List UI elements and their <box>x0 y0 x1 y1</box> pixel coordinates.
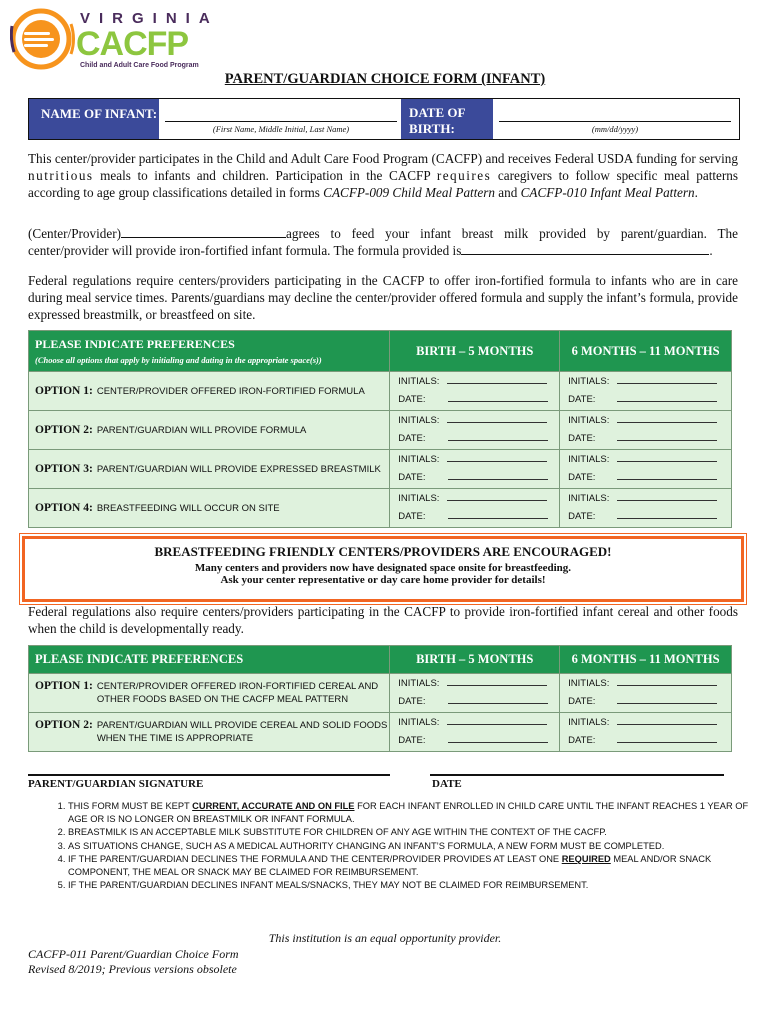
breastfeeding-heading: BREASTFEEDING FRIENDLY CENTERS/PROVIDERS ARE ENCOURAGED! <box>154 544 612 559</box>
provider-paragraph: (Center/Provider) agrees to feed your infant breast milk provided by parent/guardian. The center/provider will provide iron-fortified infant formula. The formula provided is . <box>28 226 738 258</box>
equal-opportunity-statement: This institution is an equal opportunity provider. <box>268 931 502 945</box>
table1-option-label: OPTION 2: PARENT/GUARDIAN WILL PROVIDE FORMULA <box>29 411 390 450</box>
dob-label-cell <box>401 99 493 139</box>
date-input[interactable] <box>448 392 548 402</box>
table1-6-11mo-cell: INITIALS: DATE: <box>560 450 732 489</box>
date-input[interactable] <box>448 509 548 519</box>
table1-col-birth: BIRTH – 5 MONTHS <box>390 331 560 372</box>
logo-subtitle: Child and Adult Care Food Program <box>80 62 199 69</box>
table1-6-11mo-cell: INITIALS: DATE: <box>560 489 732 528</box>
initials-input[interactable] <box>617 452 717 462</box>
intro-paragraph: This center/provider participates in the Child and Adult Care Food Program (CACFP) and receives Federal USDA funding for serving nutritious meals to infants and children. Participation in the CACFP requires caregivers to follow specific meal patterns according to age group classifications detailed in forms CACFP-009 Child Meal Pattern and CACFP-010 Infant Meal Pattern. <box>28 151 738 200</box>
table2-col-birth: BIRTH – 5 MONTHS <box>390 646 560 674</box>
initials-input[interactable] <box>447 491 547 501</box>
date-input[interactable] <box>617 509 717 519</box>
signature-date-label: DATE <box>432 778 462 790</box>
table1-birth-5mo-cell: INITIALS: DATE: <box>390 411 560 450</box>
page-title: PARENT/GUARDIAN CHOICE FORM (INFANT) <box>224 71 546 87</box>
table2-6-11mo-cell: INITIALS: DATE: <box>560 713 732 752</box>
table1-option-row <box>29 489 732 528</box>
table1-option-row <box>29 411 732 450</box>
form-id: CACFP-011 Parent/Guardian Choice Form <box>28 947 239 961</box>
name-label: NAME OF INFANT: <box>41 106 158 121</box>
date-input[interactable] <box>617 392 717 402</box>
formula-name-line[interactable] <box>461 243 709 255</box>
date-input[interactable] <box>617 470 717 480</box>
table2-option-row <box>29 713 732 752</box>
name-hint: (First Name, Middle Initial, Last Name) <box>212 124 350 134</box>
table1-col-6mo: 6 MONTHS – 11 MONTHS <box>560 331 732 372</box>
table1-option-row <box>29 450 732 489</box>
table1-birth-5mo-cell: INITIALS: DATE: <box>390 372 560 411</box>
note-item: 2. BREASTMILK IS AN ACCEPTABLE MILK SUBSTITUTE FOR CHILDREN OF ANY AGE WITHIN THE CONTEXT OF THE CACFP. <box>68 826 768 839</box>
dob-hint: (mm/dd/yyyy) <box>591 124 639 134</box>
regulations-paragraph: Federal regulations require centers/providers participating in the CACFP to offer iron-fortified formula to infants who are in care during meal service times. Parents/guardians may decline the center/provider offered formula and supply the infant’s formula, provide expressed breastmilk, or breastfeed on site. <box>28 273 738 322</box>
table2-6-11mo-cell: INITIALS: DATE: <box>560 674 732 713</box>
table1-6-11mo-cell: INITIALS: DATE: <box>560 372 732 411</box>
table1-6-11mo-cell: INITIALS: DATE: <box>560 411 732 450</box>
signature-date-line[interactable] <box>430 774 724 776</box>
breastfeeding-line-2: Ask your center representative or day care home provider for details! <box>220 574 546 586</box>
signature-label: PARENT/GUARDIAN SIGNATURE <box>28 778 204 790</box>
table2-birth-5mo-cell: INITIALS: DATE: <box>390 674 560 713</box>
table1-birth-5mo-cell: INITIALS: DATE: <box>390 489 560 528</box>
date-input[interactable] <box>448 733 548 743</box>
initials-input[interactable] <box>617 715 717 725</box>
name-label-cell <box>29 99 159 139</box>
table1-option-row <box>29 372 732 411</box>
table2-option-row <box>29 674 732 713</box>
table2-option-label: OPTION 2: PARENT/GUARDIAN WILL PROVIDE CEREAL AND SOLID FOODS WHEN THE TIME IS APPROPRIATE <box>29 713 390 752</box>
name-input-line[interactable] <box>165 121 397 122</box>
signature-line[interactable] <box>28 774 390 776</box>
notes-list <box>28 800 768 892</box>
initials-input[interactable] <box>447 413 547 423</box>
date-input[interactable] <box>617 694 717 704</box>
table1-option-label: OPTION 4: BREASTFEEDING WILL OCCUR ON SITE <box>29 489 390 528</box>
initials-input[interactable] <box>447 374 547 384</box>
date-input[interactable] <box>617 733 717 743</box>
breastfeeding-callout <box>22 536 744 602</box>
dob-input-line[interactable] <box>499 121 731 122</box>
cacfp-logo <box>10 8 219 70</box>
initials-input[interactable] <box>617 676 717 686</box>
breastfeeding-line-1: Many centers and providers now have designated space onsite for breastfeeding. <box>194 562 572 574</box>
initials-input[interactable] <box>447 676 547 686</box>
date-input[interactable] <box>448 470 548 480</box>
date-input[interactable] <box>448 431 548 441</box>
initials-input[interactable] <box>617 491 717 501</box>
logo-brand: CACFP <box>76 25 189 63</box>
table2-header: PLEASE INDICATE PREFERENCES <box>29 646 390 674</box>
date-input[interactable] <box>448 694 548 704</box>
initials-input[interactable] <box>617 374 717 384</box>
form-revision: Revised 8/2019; Previous versions obsolete <box>28 962 237 976</box>
infant-info-box <box>28 98 740 140</box>
date-input[interactable] <box>617 431 717 441</box>
provider-name-line[interactable] <box>121 226 286 238</box>
initials-input[interactable] <box>617 413 717 423</box>
table1-option-label: OPTION 3: PARENT/GUARDIAN WILL PROVIDE EXPRESSED BREASTMILK <box>29 450 390 489</box>
cereal-paragraph: Federal regulations also require centers/providers participating in the CACFP to provide iron-fortified infant cereal and other foods when the child is developmentally ready. <box>28 604 738 636</box>
initials-input[interactable] <box>447 715 547 725</box>
note-item: 5. IF THE PARENT/GUARDIAN DECLINES INFANT MEALS/SNACKS, THEY MAY NOT BE CLAIMED FOR REIMBURSEMENT. <box>68 879 768 892</box>
table1-option-label: OPTION 1: CENTER/PROVIDER OFFERED IRON-FORTIFIED FORMULA <box>29 372 390 411</box>
table2-option-label: OPTION 1: CENTER/PROVIDER OFFERED IRON-FORTIFIED CEREAL AND OTHER FOODS BASED ON THE CACFP MEAL PATTERN <box>29 674 390 713</box>
table2-col-6mo: 6 MONTHS – 11 MONTHS <box>560 646 732 674</box>
table1-header: PLEASE INDICATE PREFERENCES (Choose all options that apply by initialing and dating in the appropriate space(s)) <box>29 331 390 372</box>
cereal-preferences-table <box>28 645 732 752</box>
dob-label-1: DATE OF <box>409 105 466 120</box>
table1-birth-5mo-cell: INITIALS: DATE: <box>390 450 560 489</box>
dob-label-2: BIRTH: <box>409 121 455 136</box>
formula-preferences-table <box>28 330 732 528</box>
initials-input[interactable] <box>447 452 547 462</box>
table2-birth-5mo-cell: INITIALS: DATE: <box>390 713 560 752</box>
note-item: 4. IF THE PARENT/GUARDIAN DECLINES THE FORMULA AND THE CENTER/PROVIDER PROVIDES AT LEAST ONE REQUIRED MEAL AND/OR SNACK COMPONENT, THE MEAL OR SNACK MAY BE CLAIMED FOR REIMBURSEMENT. <box>68 853 768 879</box>
logo-plate-icon <box>10 8 76 70</box>
note-item: 3. AS SITUATIONS CHANGE, SUCH AS A MEDICAL AUTHORITY CHANGING AN INFANT’S FORMULA, A NEW FORM MUST BE COMPLETED. <box>68 840 768 853</box>
logo-state: VIRGINIA <box>80 10 219 27</box>
note-item: 1. THIS FORM MUST BE KEPT CURRENT, ACCURATE AND ON FILE FOR EACH INFANT ENROLLED IN CHILD CARE UNTIL THE INFANT REACHES 1 YEAR OF AGE OR IS NO LONGER ON BREASTMILK OR INFANT FORMULA. <box>68 800 768 826</box>
